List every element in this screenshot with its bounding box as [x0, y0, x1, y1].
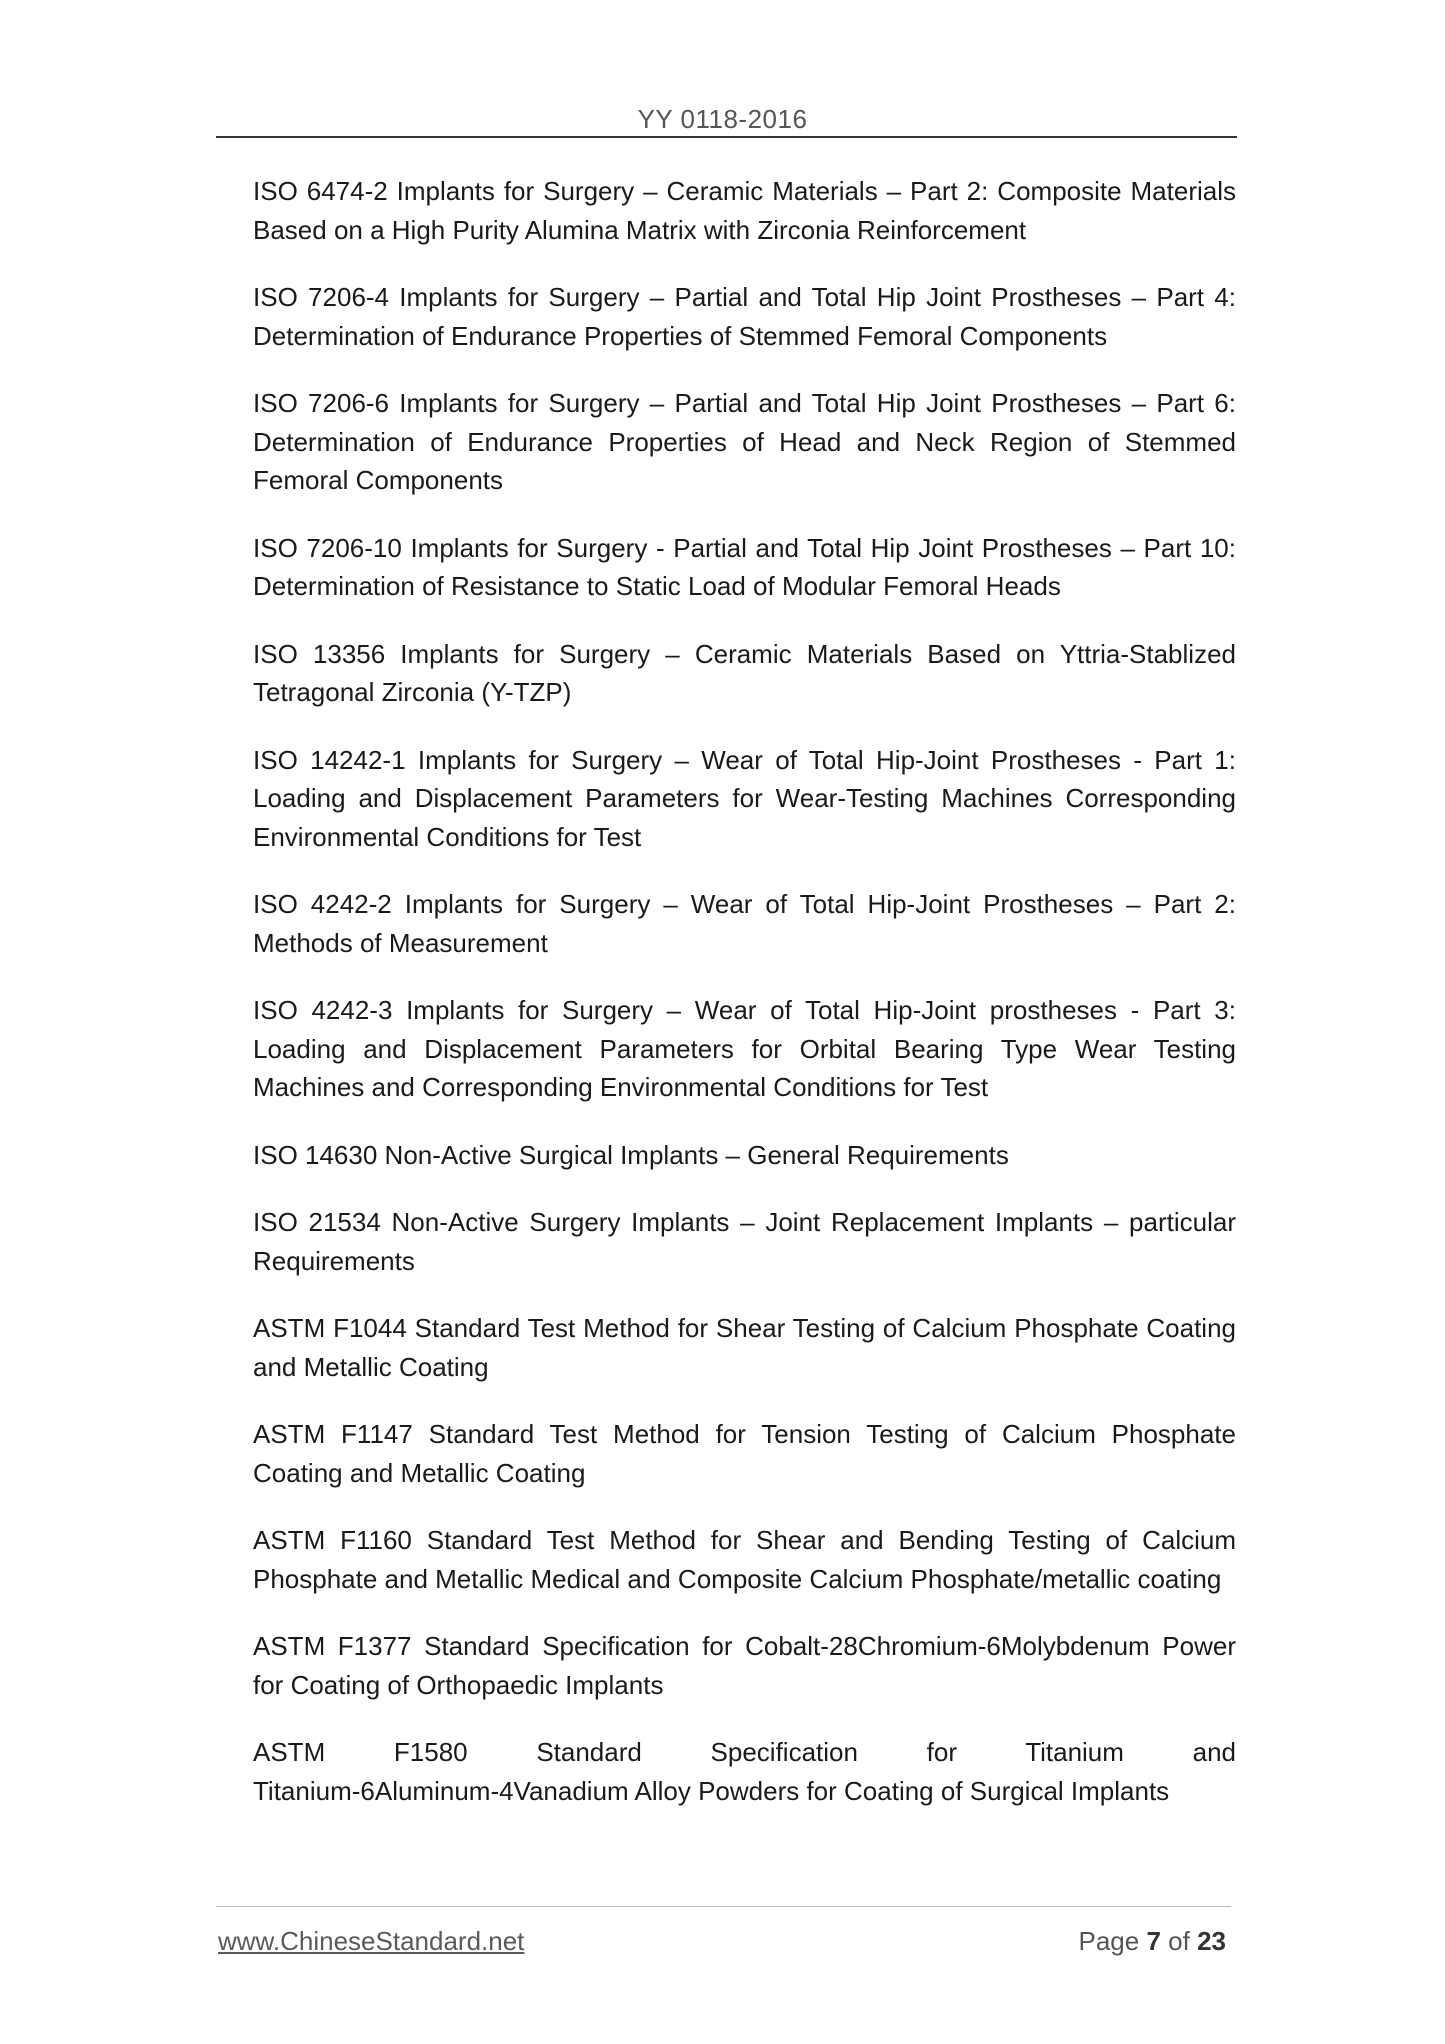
page-number [1078, 1926, 1226, 1957]
website-link[interactable]: www.ChineseStandard.net [218, 1926, 525, 1956]
reference-line-2: Titanium-6Aluminum-4Vanadium Alloy Powders for Coating of Surgical Implants [253, 1775, 1170, 1806]
reference-item: ASTM F1147 Standard Test Method for Tension Testing of Calcium Phosphate Coating and Metallic Coating [253, 1419, 1236, 1488]
reference-item: ISO 4242-2 Implants for Surgery – Wear of Total Hip-Joint Prostheses – Part 2: Methods of Measurement [253, 889, 1236, 958]
page-current: 7 [1146, 1926, 1161, 1956]
page-of: of [1168, 1926, 1190, 1956]
reference-item-last [253, 1733, 1236, 1810]
reference-item: ISO 7206-4 Implants for Surgery – Partial and Total Hip Joint Prostheses – Part 4: Determination of Endurance Properties of Stemmed Femoral Components [253, 282, 1236, 351]
reference-item: ISO 7206-10 Implants for Surgery - Partial and Total Hip Joint Prostheses – Part 10: Determination of Resistance to Static Load of Modular Femoral Heads [253, 532, 1236, 601]
page-prefix: Page [1078, 1926, 1140, 1956]
reference-item: ISO 13356 Implants for Surgery – Ceramic Materials Based on Yttria-Stablized Tetragonal Zirconia (Y-TZP) [253, 638, 1236, 707]
footer-divider [216, 1906, 1231, 1907]
reference-item: ISO 21534 Non-Active Surgery Implants – Joint Replacement Implants – particular Requirements [253, 1207, 1236, 1276]
reference-item: ISO 7206-6 Implants for Surgery – Partial and Total Hip Joint Prostheses – Part 6: Determination of Endurance Properties of Head and Neck Region of Stemmed Femoral Components [253, 388, 1236, 495]
reference-item: ASTM F1377 Standard Specification for Cobalt-28Chromium-6Molybdenum Power for Coating of Orthopaedic Implants [253, 1631, 1236, 1700]
reference-item: ASTM F1044 Standard Test Method for Shear Testing of Calcium Phosphate Coating and Metallic Coating [253, 1313, 1236, 1382]
reference-item: ISO 6474-2 Implants for Surgery – Ceramic Materials – Part 2: Composite Materials Based on a High Purity Alumina Matrix with Zirconia Reinforcement [253, 176, 1236, 245]
page-header-title: YY 0118-2016 [637, 104, 808, 134]
page-total: 23 [1197, 1926, 1226, 1956]
reference-item: ASTM F1160 Standard Test Method for Shear and Bending Testing of Calcium Phosphate and Metallic Medical and Composite Calcium Phosphate/metallic coating [253, 1525, 1236, 1594]
reference-list [253, 172, 1236, 1839]
reference-item: ISO 4242-3 Implants for Surgery – Wear of Total Hip-Joint prostheses - Part 3: Loading and Displacement Parameters for Orbital Bearing Type Wear Testing Machines and Corresponding Environmental Conditions for Test [253, 995, 1236, 1102]
reference-item: ISO 14630 Non-Active Surgical Implants – General Requirements [253, 1139, 1009, 1170]
reference-item: ISO 14242-1 Implants for Surgery – Wear of Total Hip-Joint Prostheses - Part 1: Loading and Displacement Parameters for Wear-Testing Machines Corresponding Environmental Conditions for Test [253, 744, 1236, 852]
reference-line-1: ASTM F1580 Standard Specification for Titanium and [253, 1737, 1236, 1767]
header-divider [216, 136, 1237, 138]
